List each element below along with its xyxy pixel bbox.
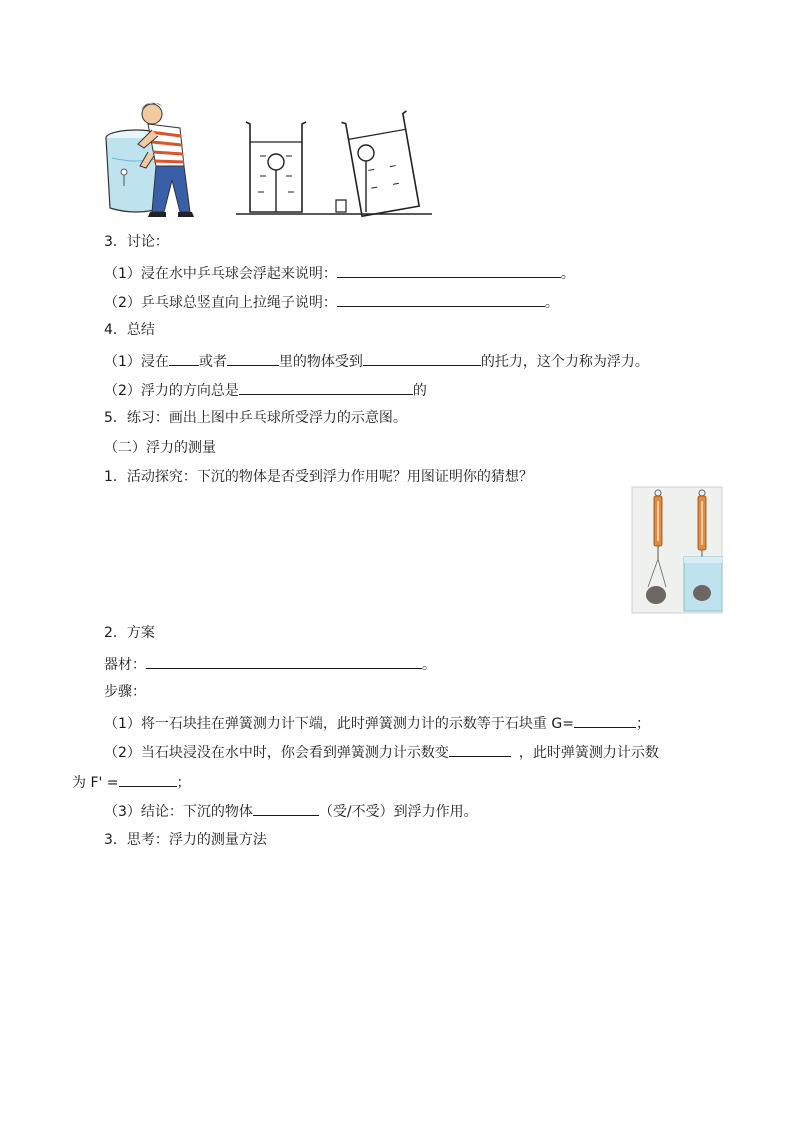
spring-scale-photo <box>632 487 722 613</box>
think-line: 3．思考：浮力的测量方法 <box>104 832 267 848</box>
blank-answer[interactable] <box>227 351 279 366</box>
beakers-pingpong-figure <box>232 108 432 218</box>
boy-with-bucket-figure <box>104 100 200 218</box>
plan-heading: 2．方案 <box>104 625 155 641</box>
equipment-line: 器材： 。 <box>104 654 436 674</box>
blank-answer[interactable] <box>119 772 177 787</box>
steps-label: 步骤： <box>104 684 146 700</box>
step-1: （1）将一石块挂在弹簧测力计下端，此时弹簧测力计的示数等于石块重 G= ； <box>104 713 650 733</box>
section3-q2: （2）乒乓球总竖直向上拉绳子说明： 。 <box>104 292 559 312</box>
blank-answer[interactable] <box>253 801 319 816</box>
section3-q1: （1）浸在水中乒乓球会浮起来说明： 。 <box>104 263 575 283</box>
part2-heading: （二）浮力的测量 <box>104 440 216 456</box>
blank-answer[interactable] <box>169 351 199 366</box>
section4-s1: （1）浸在 或者 里的物体受到 的托力，这个力称为浮力。 <box>104 351 649 371</box>
step-3: （3）结论：下沉的物体 （受/不受）到浮力作用。 <box>104 801 478 821</box>
blank-answer[interactable] <box>239 380 413 395</box>
step-2-continued: 为 F' = ； <box>72 772 191 792</box>
blank-answer[interactable] <box>146 654 422 669</box>
blank-answer[interactable] <box>574 713 636 728</box>
blank-answer[interactable] <box>363 351 481 366</box>
section5-exercise: 5．练习：画出上图中乒乓球所受浮力的示意图。 <box>104 410 407 426</box>
section4-s2: （2）浮力的方向总是 的 <box>104 380 427 400</box>
blank-answer[interactable] <box>337 263 561 278</box>
section3-heading: 3．讨论： <box>104 234 169 250</box>
blank-answer[interactable] <box>337 292 545 307</box>
step-2: （2）当石块浸没在水中时，你会看到弹簧测力计示数变 ，此时弹簧测力计示数 <box>104 742 659 762</box>
part2-activity: 1．活动探究：下沉的物体是否受到浮力作用呢？用图证明你的猜想？ <box>104 469 533 485</box>
section4-heading: 4．总结 <box>104 322 155 338</box>
blank-answer[interactable] <box>449 742 511 757</box>
